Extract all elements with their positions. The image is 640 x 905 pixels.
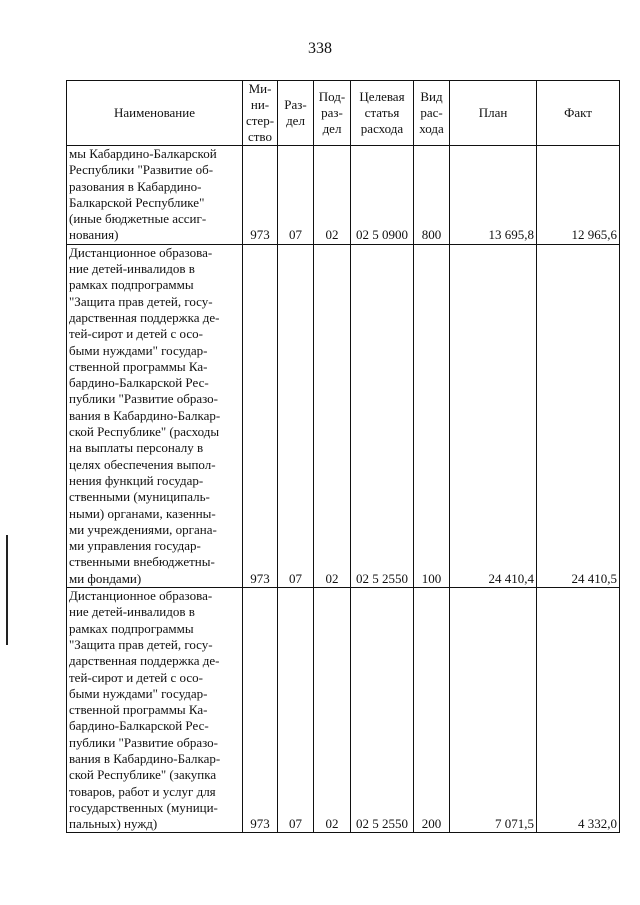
header-section: Раз- дел [278,81,314,146]
row-type: 200 [414,588,450,833]
row-fact: 12 965,6 [537,146,620,245]
row-plan: 24 410,4 [450,244,537,587]
row-section: 07 [278,588,314,833]
row-type: 800 [414,146,450,245]
header-plan: План [450,81,537,146]
row-name: Дистанционное образова- ние детей-инвалидов в рамках подпрограммы "Защита прав детей, госу- дарственная поддержка де- тей-сирот и детей с осо- быми нуждами" государ- ственной программы Ка- бардино-Балкарской Рес- публики "Развитие образо- вания в Кабардино-Балкар- ской Республике" (закупка товаров, работ и услуг для государственных (муници- пальных) нужд) [67,588,243,833]
row-type: 100 [414,244,450,587]
row-target: 02 5 0900 [351,146,414,245]
row-name: Дистанционное образова- ние детей-инвалидов в рамках подпрограммы "Защита прав детей, госу- дарственная поддержка де- тей-сирот и детей с осо- быми нуждами" государ- ственной программы Ка- бардино-Балкарской Рес- публики "Развитие образо- вания в Кабардино-Балкар- ской Республике" (расходы на выплаты персоналу в целях обеспечения выпол- нения функций государ- ственными (муниципаль- ными) органами, казенны- ми учреждениями, органа- ми управления государ- ственными внебюджетны- ми фондами) [67,244,243,587]
row-section: 07 [278,146,314,245]
row-plan: 7 071,5 [450,588,537,833]
row-fact: 24 410,5 [537,244,620,587]
row-ministry: 973 [243,588,278,833]
row-target: 02 5 2550 [351,244,414,587]
table-row [67,244,620,587]
row-subsection: 02 [314,244,351,587]
row-ministry: 973 [243,146,278,245]
header-ministry: Ми- ни- стер- ство [243,81,278,146]
row-subsection: 02 [314,146,351,245]
table-row [67,146,620,245]
header-row [67,81,620,146]
budget-table [66,80,620,833]
table-row [67,588,620,833]
row-plan: 13 695,8 [450,146,537,245]
header-target: Целевая статья расхода [351,81,414,146]
header-subsection: Под- раз- дел [314,81,351,146]
header-name: Наименование [67,81,243,146]
row-section: 07 [278,244,314,587]
scan-edge-line [6,535,8,645]
header-type: Вид рас- хода [414,81,450,146]
row-ministry: 973 [243,244,278,587]
header-fact: Факт [537,81,620,146]
row-name: мы Кабардино-Балкарской Республики "Развитие об- разования в Кабардино- Балкарской Республике" (иные бюджетные ассиг- нования) [67,146,243,245]
page-number: 338 [308,40,332,57]
row-target: 02 5 2550 [351,588,414,833]
row-fact: 4 332,0 [537,588,620,833]
row-subsection: 02 [314,588,351,833]
